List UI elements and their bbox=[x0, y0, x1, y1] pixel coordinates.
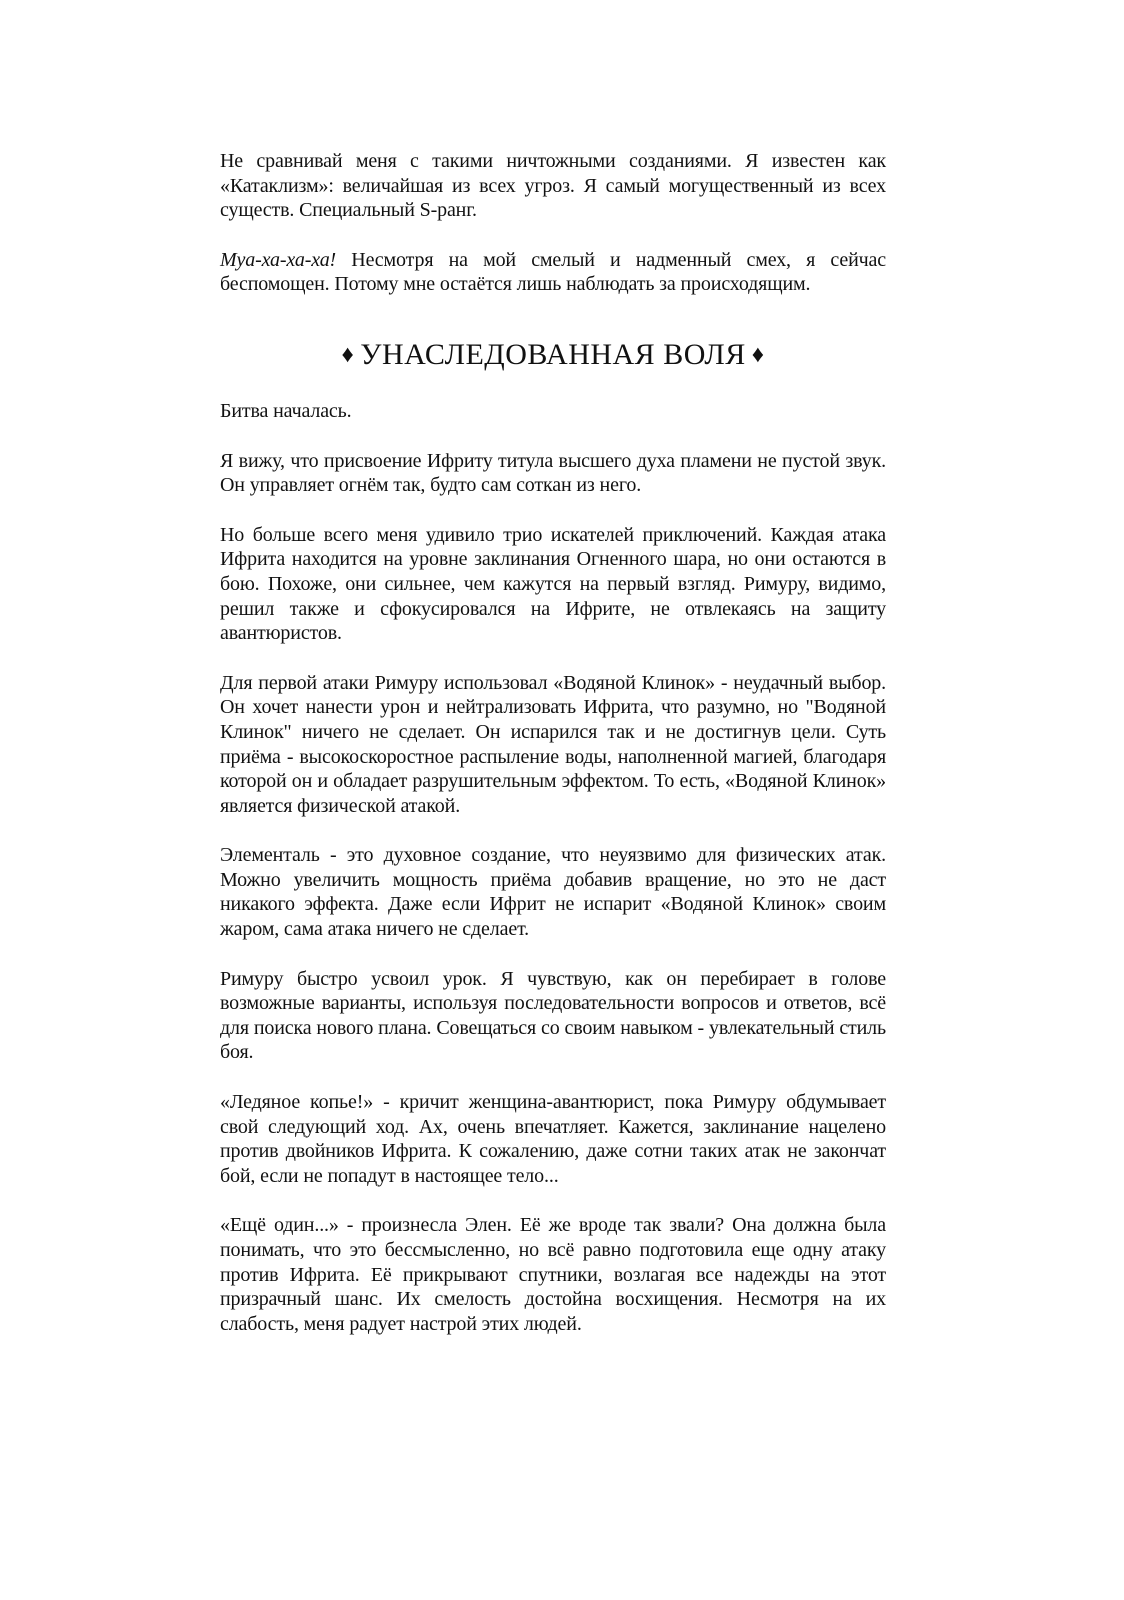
body-paragraph-3: Но больше всего меня удивило трио искателей приключений. Каждая атака Ифрита находится на уровне заклинания Огненного шара, но они остаются в бою. Похоже, они сильнее, чем кажутся на первый взгляд. Римуру, видимо, решил также и сфокусировался на Ифрите, не отвлекаясь на защиту авантюристов. bbox=[220, 523, 886, 645]
body-paragraph-5: Элементаль - это духовное создание, что неуязвимо для физических атак. Можно увеличить мощность приёма добавив вращение, но это не даст никакого эффекта. Даже если Ифрит не испарит «Водяной Клинок» своим жаром, сама атака ничего не сделает. bbox=[220, 844, 886, 941]
book-page bbox=[220, 149, 886, 1361]
body-paragraph-6: Римуру быстро усвоил урок. Я чувствую, как он перебирает в голове возможные варианты, используя последовательности вопросов и ответов, всё для поиска нового плана. Совещаться со своим навыком - увлекательный стиль боя. bbox=[220, 967, 886, 1064]
body-paragraph-7: «Ледяное копье!» - кричит женщина-авантюрист, пока Римуру обдумывает свой следующий ход. Ах, очень впечатляет. Кажется, заклинание нацелено против двойников Ифрита. К сожалению, даже сотни таких атак не закончат бой, если не попадут в настоящее тело... bbox=[220, 1091, 886, 1187]
body-paragraph-2: Я вижу, что присвоение Ифриту титула высшего духа пламени не пустой звук. Он управляет огнём так, будто сам соткан из него. bbox=[220, 449, 886, 497]
intro-paragraph-1 bbox=[220, 149, 886, 223]
body-paragraph-8: «Ещё один...» - произнесла Элен. Её же вроде так звали? Она должна была понимать, что это бессмысленно, но всё равно подготовила еще одну атаку против Ифрита. Её прикрывают спутники, возлагая все надежды на этот призрачный шанс. Их смелость достойна восхищения. Несмотря на их слабость, меня радует настрой этих людей. bbox=[220, 1214, 886, 1335]
diamond-ornament-icon: ♦ bbox=[751, 341, 765, 368]
paragraph-text: Не сравнивай меня с такими ничтожными созданиями. Я известен как «Катаклизм»: величайшая из всех угроз. Я самый могущественный из всех существ. Специальный S-ранг. bbox=[220, 150, 886, 222]
body-paragraph-1: Битва началась. bbox=[220, 399, 352, 422]
diamond-ornament-icon: ♦ bbox=[341, 341, 355, 368]
body-paragraph-4: Для первой атаки Римуру использовал «Водяной Клинок» - неудачный выбор. Он хочет нанести урон и нейтрализовать Ифрита, что разумно, но "Водяной Клинок" ничего не сделает. Он испарился так и не достигнув цели. Суть приёма - высокоскоростное распыление воды, наполненной магией, благодаря которой он и обладает разрушительным эффектом. То есть, «Водяной Клинок» является физической атакой. bbox=[220, 671, 886, 817]
section-heading bbox=[220, 337, 886, 373]
italic-laugh: Муа-ха-ха-ха! bbox=[220, 248, 337, 271]
intro-paragraph-2 bbox=[220, 248, 886, 297]
paragraph-text: Несмотря на мой смелый и надменный смех, я сейчас беспомощен. Потому мне остаётся лишь наблюдать за происходящим. bbox=[220, 248, 886, 296]
section-title: УНАСЛЕДОВАННАЯ ВОЛЯ bbox=[360, 337, 746, 371]
